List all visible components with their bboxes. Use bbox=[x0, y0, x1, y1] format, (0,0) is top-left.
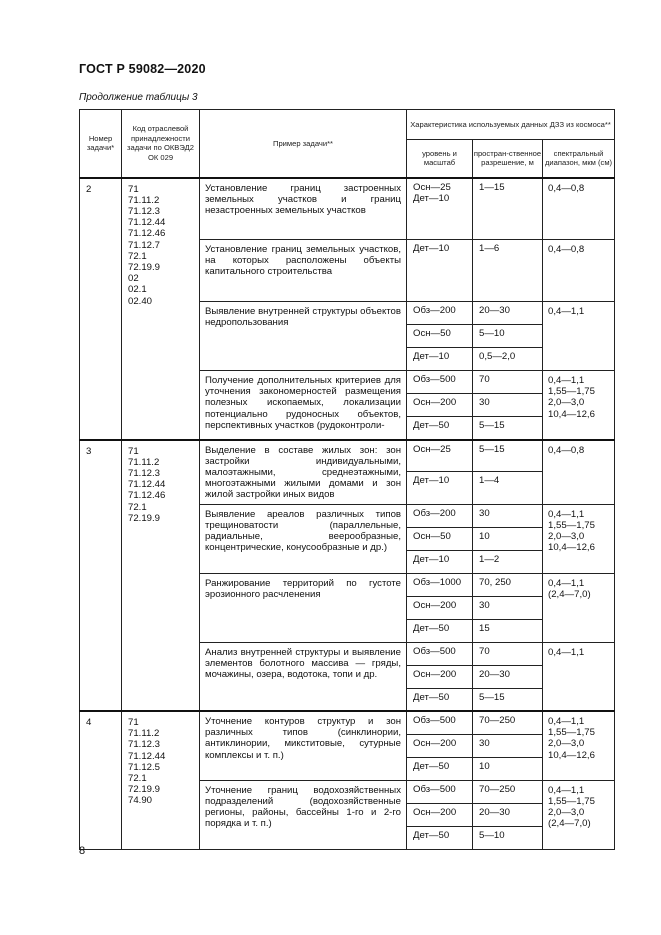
spatial-resolution: 5—15 bbox=[479, 420, 505, 431]
spectral-range: 1,55—1,75 bbox=[548, 727, 595, 739]
spatial-resolution-cell bbox=[473, 780, 543, 803]
task-number: 4 bbox=[86, 717, 92, 729]
level-scale: Обз—500 bbox=[413, 645, 456, 657]
task-example-cell bbox=[200, 642, 407, 711]
task-example-cell bbox=[200, 371, 407, 440]
task-example-cell bbox=[200, 302, 407, 371]
level-scale-cell bbox=[407, 394, 473, 417]
industry-code: 71.11.2 bbox=[128, 728, 160, 740]
task-number-cell bbox=[80, 711, 122, 849]
spectral-range-cell bbox=[543, 780, 615, 849]
industry-code: 71.12.5 bbox=[128, 761, 161, 773]
industry-code: 72.19.9 bbox=[128, 784, 161, 796]
spatial-resolution: 5—15 bbox=[479, 443, 505, 455]
spatial-resolution: 70—250 bbox=[479, 783, 516, 795]
spatial-resolution-cell bbox=[473, 803, 543, 826]
industry-code: 02 bbox=[128, 273, 139, 285]
task-example-cell bbox=[200, 440, 407, 505]
spectral-range: 0,4—1,1 bbox=[548, 375, 585, 386]
spatial-resolution-cell bbox=[473, 178, 543, 240]
spatial-resolution: 70 bbox=[479, 374, 490, 385]
industry-code: 71.12.3 bbox=[128, 205, 161, 217]
level-scale-cell bbox=[407, 178, 473, 240]
spectral-range: 0,4—1,1 bbox=[548, 508, 585, 520]
level-scale-cell bbox=[407, 780, 473, 803]
spectral-range: 1,55—1,75 bbox=[548, 795, 595, 807]
spatial-resolution-cell bbox=[473, 527, 543, 550]
spatial-resolution-cell bbox=[473, 665, 543, 688]
level-scale-cell bbox=[407, 472, 473, 504]
level-scale: Осн—200 bbox=[413, 397, 457, 408]
task-number-cell bbox=[80, 440, 122, 712]
level-scale-cell bbox=[407, 573, 473, 596]
industry-code: 71.12.3 bbox=[128, 739, 161, 751]
level-scale-cell bbox=[407, 619, 473, 642]
spatial-resolution: 1—2 bbox=[479, 553, 500, 565]
level-scale-cell bbox=[407, 757, 473, 780]
task-example-text: Установление границ застроенных земельных участков и границ незастроенных земельных участков bbox=[205, 182, 401, 216]
spatial-resolution: 5—10 bbox=[479, 829, 505, 841]
industry-codes-cell bbox=[122, 440, 200, 712]
spectral-range: 10,4—12,6 bbox=[548, 408, 595, 420]
level-scale: Осн—200 bbox=[413, 599, 457, 611]
spatial-resolution-cell bbox=[473, 417, 543, 440]
level-scale: Дет—10 bbox=[413, 553, 450, 565]
spatial-resolution-cell bbox=[473, 734, 543, 757]
task-example-text: Выделение в составе жилых зон: зон застройки индивидуальными, малоэтажными, среднеэтажными, многоэтажными жилыми домами и зон жилой застройки иных видов bbox=[205, 444, 401, 501]
spatial-resolution: 70—250 bbox=[479, 715, 516, 727]
header-spatial-resolution: простран-ственное разрешение, м bbox=[473, 140, 543, 178]
industry-code: 72.1 bbox=[128, 501, 147, 513]
spectral-range: 0,4—0,8 bbox=[548, 444, 585, 456]
spatial-resolution: 10 bbox=[479, 760, 490, 772]
spatial-resolution-cell bbox=[473, 394, 543, 417]
spectral-range: 10,4—12,6 bbox=[548, 749, 595, 761]
industry-code: 74.90 bbox=[128, 795, 153, 807]
industry-code: 71.12.46 bbox=[128, 228, 166, 240]
spectral-range: 0,4—1,1 bbox=[548, 716, 585, 728]
level-scale: Дет—50 bbox=[413, 829, 450, 841]
task-example-text: Уточнение контуров структур и зон различных типов (синклинории, антиклинории, микститовые, сутурные комплексы и т. п.) bbox=[205, 716, 401, 761]
spatial-resolution: 5—10 bbox=[479, 328, 505, 339]
task-example-cell bbox=[200, 573, 407, 642]
spectral-range: 0,4—1,1 bbox=[548, 784, 585, 796]
spectral-range: 0,4—1,1 bbox=[548, 646, 585, 658]
spectral-range: 0,4—1,1 bbox=[548, 306, 585, 317]
level-scale: Дет—10 bbox=[413, 192, 450, 204]
level-scale: Осн—25 bbox=[413, 443, 451, 455]
spatial-resolution: 30 bbox=[479, 397, 490, 408]
spatial-resolution-cell bbox=[473, 573, 543, 596]
spectral-range: 2,0—3,0 bbox=[548, 738, 585, 750]
spatial-resolution: 70, 250 bbox=[479, 576, 512, 588]
level-scale: Осн—200 bbox=[413, 737, 457, 749]
level-scale: Дет—10 bbox=[413, 243, 450, 254]
task-example-cell bbox=[200, 240, 407, 302]
spectral-range-cell bbox=[543, 440, 615, 505]
table-row bbox=[80, 440, 615, 472]
level-scale-cell bbox=[407, 325, 473, 348]
spatial-resolution-cell bbox=[473, 550, 543, 573]
page-number: 8 bbox=[79, 845, 86, 857]
spatial-resolution: 30 bbox=[479, 599, 490, 611]
spectral-range: 0,4—0,8 bbox=[548, 182, 585, 194]
task-example-cell bbox=[200, 711, 407, 780]
level-scale: Обз—200 bbox=[413, 305, 456, 316]
level-scale-cell bbox=[407, 348, 473, 371]
level-scale-cell bbox=[407, 688, 473, 711]
table-caption: Продолжение таблицы 3 bbox=[79, 92, 198, 103]
industry-code: 71 bbox=[128, 717, 139, 729]
spatial-resolution-cell bbox=[473, 757, 543, 780]
level-scale: Дет—10 bbox=[413, 351, 450, 362]
industry-code: 71.11.2 bbox=[128, 456, 160, 468]
header-level-scale: уровень и масштаб bbox=[407, 140, 473, 178]
task-number: 3 bbox=[86, 445, 92, 457]
level-scale-cell bbox=[407, 711, 473, 734]
level-scale: Осн—50 bbox=[413, 328, 451, 339]
spatial-resolution: 30 bbox=[479, 737, 490, 749]
level-scale: Дет—10 bbox=[413, 475, 450, 487]
spectral-range: (2,4—7,0) bbox=[548, 818, 591, 830]
spectral-range: 1,55—1,75 bbox=[548, 519, 595, 531]
spatial-resolution-cell bbox=[473, 302, 543, 325]
industry-code: 71.12.44 bbox=[128, 750, 166, 762]
header-industry-code: Код отраслевой принадлежности задачи по ОКВЭД2 ОК 029 bbox=[122, 110, 200, 178]
task-example-text: Ранжирование территорий по густоте эрозионного расчленения bbox=[205, 577, 401, 600]
spatial-resolution-cell bbox=[473, 826, 543, 849]
spectral-range-cell bbox=[543, 711, 615, 780]
spatial-resolution-cell bbox=[473, 371, 543, 394]
level-scale: Дет—50 bbox=[413, 760, 450, 772]
spectral-range-cell bbox=[543, 178, 615, 240]
level-scale: Дет—50 bbox=[413, 420, 450, 431]
task-example-cell bbox=[200, 504, 407, 573]
level-scale-cell bbox=[407, 504, 473, 527]
level-scale: Обз—1000 bbox=[413, 576, 462, 588]
header-data-characteristics: Характеристика используемых данных ДЗЗ из космоса** bbox=[407, 110, 615, 140]
level-scale: Обз—500 bbox=[413, 783, 456, 795]
spatial-resolution-cell bbox=[473, 440, 543, 472]
spectral-range: 10,4—12,6 bbox=[548, 542, 595, 554]
spatial-resolution: 1—15 bbox=[479, 181, 505, 193]
spatial-resolution: 1—6 bbox=[479, 243, 500, 254]
task-example-text: Установление границ земельных участков, на которых расположены объекты капитального строительства bbox=[205, 244, 401, 278]
table-row bbox=[80, 178, 615, 240]
spectral-range: 2,0—3,0 bbox=[548, 530, 585, 542]
spectral-range: 2,0—3,0 bbox=[548, 397, 585, 409]
spatial-resolution-cell bbox=[473, 619, 543, 642]
spatial-resolution-cell bbox=[473, 472, 543, 504]
spectral-range: 2,0—3,0 bbox=[548, 806, 585, 818]
spectral-range-cell bbox=[543, 371, 615, 440]
level-scale: Осн—25 bbox=[413, 181, 451, 193]
spatial-resolution: 20—30 bbox=[479, 806, 510, 818]
industry-code: 71 bbox=[128, 445, 139, 457]
spatial-resolution: 10 bbox=[479, 530, 490, 542]
spatial-resolution: 30 bbox=[479, 507, 490, 519]
level-scale: Осн—200 bbox=[413, 668, 457, 680]
industry-codes-cell bbox=[122, 711, 200, 849]
spectral-range-cell bbox=[543, 504, 615, 573]
spectral-range: 0,4—1,1 bbox=[548, 577, 585, 589]
level-scale: Дет—50 bbox=[413, 622, 450, 634]
level-scale-cell bbox=[407, 734, 473, 757]
document-title: ГОСТ Р 59082—2020 bbox=[79, 62, 206, 76]
header-task-number: Номер задачи* bbox=[80, 110, 122, 178]
level-scale-cell bbox=[407, 596, 473, 619]
level-scale: Осн—200 bbox=[413, 806, 457, 818]
spectral-range: (2,4—7,0) bbox=[548, 588, 591, 600]
task-example-cell bbox=[200, 178, 407, 240]
industry-code: 72.19.9 bbox=[128, 261, 161, 273]
task-example-text: Выявление ареалов различных типов трещиноватости (параллельные, радиальные, веерообразные, концентрические, конусообразные и др.) bbox=[205, 508, 401, 554]
spatial-resolution-cell bbox=[473, 240, 543, 302]
industry-code: 72.1 bbox=[128, 250, 147, 262]
task-example-text: Выявление внутренней структуры объектов недропользования bbox=[205, 306, 401, 329]
level-scale: Обз—200 bbox=[413, 507, 456, 519]
task-example-text: Анализ внутренней структуры и выявление элементов болотного массива — гряды, мочажины, озера, водотока, топи и др. bbox=[205, 646, 401, 680]
level-scale-cell bbox=[407, 440, 473, 472]
requirements-table bbox=[79, 109, 615, 850]
industry-code: 71.11.2 bbox=[128, 194, 160, 206]
industry-code: 02.40 bbox=[128, 295, 153, 307]
spatial-resolution: 20—30 bbox=[479, 668, 510, 680]
spatial-resolution-cell bbox=[473, 711, 543, 734]
spatial-resolution: 70 bbox=[479, 645, 490, 657]
industry-code: 71.12.7 bbox=[128, 239, 161, 251]
industry-code: 71 bbox=[128, 183, 139, 195]
spectral-range: 0,4—0,8 bbox=[548, 244, 585, 255]
level-scale-cell bbox=[407, 803, 473, 826]
spatial-resolution-cell bbox=[473, 642, 543, 665]
industry-codes-cell bbox=[122, 178, 200, 440]
spectral-range-cell bbox=[543, 302, 615, 371]
spectral-range-cell bbox=[543, 642, 615, 711]
header-task-example: Пример задачи** bbox=[200, 110, 407, 178]
level-scale: Обз—500 bbox=[413, 715, 456, 727]
spatial-resolution-cell bbox=[473, 596, 543, 619]
industry-code: 71.12.44 bbox=[128, 479, 166, 491]
level-scale-cell bbox=[407, 302, 473, 325]
level-scale-cell bbox=[407, 826, 473, 849]
spatial-resolution: 1—4 bbox=[479, 475, 500, 487]
level-scale: Осн—50 bbox=[413, 530, 451, 542]
spatial-resolution: 0,5—2,0 bbox=[479, 351, 516, 362]
level-scale-cell bbox=[407, 665, 473, 688]
industry-code: 71.12.46 bbox=[128, 490, 166, 502]
industry-code: 71.12.44 bbox=[128, 217, 166, 229]
task-number: 2 bbox=[86, 183, 92, 195]
task-example-cell bbox=[200, 780, 407, 849]
task-example-text: Получение дополнительных критериев для уточнения закономерностей размещения полезных ископаемых, локализации потенциально рудоносных объектов, перспективных участков (рудоконтроли- bbox=[205, 375, 401, 431]
spatial-resolution: 20—30 bbox=[479, 305, 510, 316]
level-scale-cell bbox=[407, 240, 473, 302]
task-example-text: Уточнение границ водохозяйственных подразделений (водохозяйственные регионы, районы, бассейны 1-го и 2-го порядка и т. п.) bbox=[205, 784, 401, 830]
industry-code: 72.19.9 bbox=[128, 512, 161, 524]
spatial-resolution-cell bbox=[473, 504, 543, 527]
header-spectral-range: спектральный диапазон, мкм (см) bbox=[543, 140, 615, 178]
level-scale-cell bbox=[407, 371, 473, 394]
level-scale: Дет—50 bbox=[413, 691, 450, 703]
spatial-resolution-cell bbox=[473, 348, 543, 371]
spatial-resolution: 5—15 bbox=[479, 691, 505, 703]
table-body bbox=[80, 178, 615, 850]
task-number-cell bbox=[80, 178, 122, 440]
industry-code: 72.1 bbox=[128, 773, 147, 785]
level-scale-cell bbox=[407, 417, 473, 440]
industry-code: 71.12.3 bbox=[128, 467, 161, 479]
spectral-range-cell bbox=[543, 573, 615, 642]
level-scale: Обз—500 bbox=[413, 374, 456, 385]
industry-code: 02.1 bbox=[128, 284, 147, 296]
spectral-range: 1,55—1,75 bbox=[548, 386, 595, 398]
level-scale-cell bbox=[407, 642, 473, 665]
spectral-range-cell bbox=[543, 240, 615, 302]
table-row bbox=[80, 711, 615, 734]
spatial-resolution-cell bbox=[473, 325, 543, 348]
level-scale-cell bbox=[407, 550, 473, 573]
spatial-resolution-cell bbox=[473, 688, 543, 711]
level-scale-cell bbox=[407, 527, 473, 550]
spatial-resolution: 15 bbox=[479, 622, 490, 634]
